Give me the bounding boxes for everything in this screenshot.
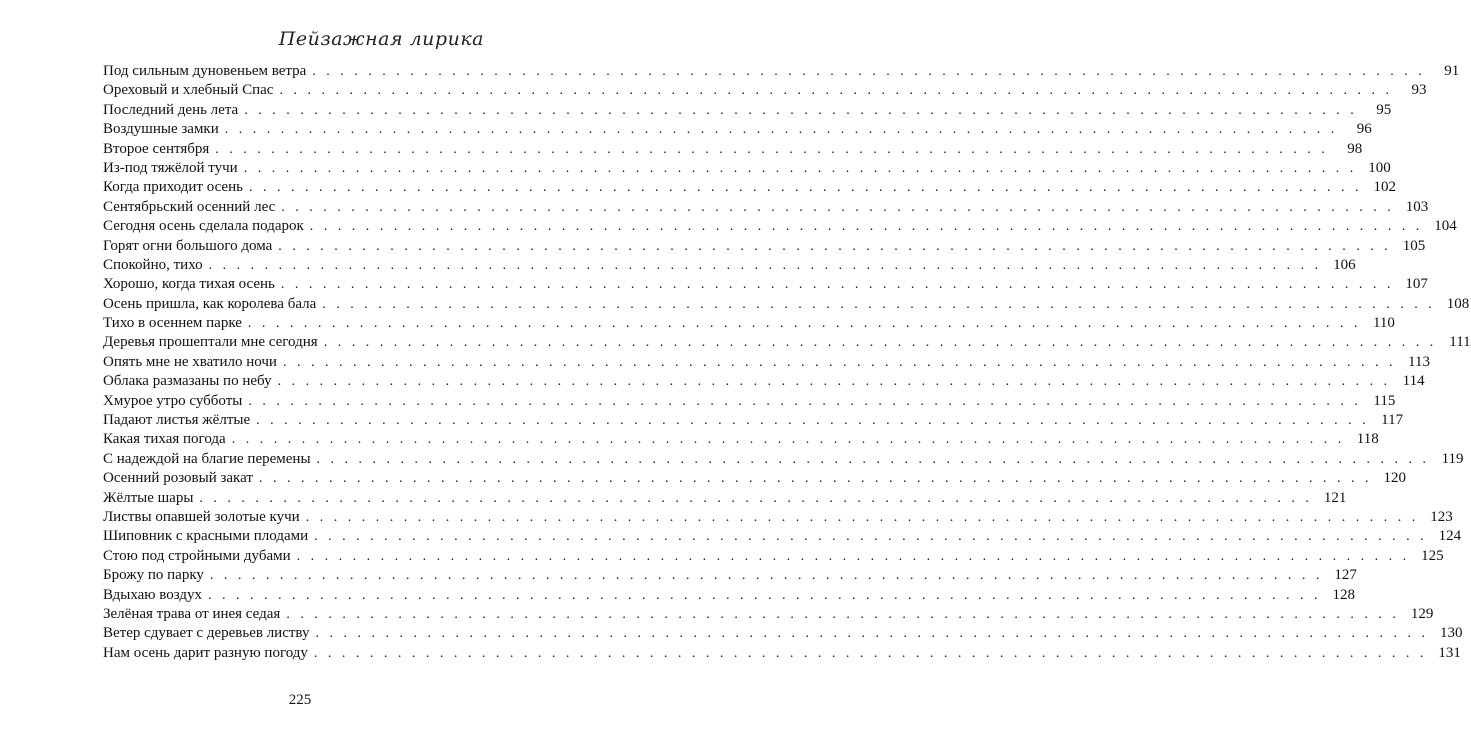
toc-entry-title: С надеждой на благие перемены [103, 450, 311, 467]
toc-entry-page: 128 [1332, 586, 1356, 603]
toc-entry-title: Облака размазаны по небу [103, 373, 272, 390]
toc-entry-title: Сегодня осень сделала подарок [103, 218, 304, 235]
toc-entry-page: 105 [1402, 237, 1426, 254]
toc-entry-page: 121 [1323, 489, 1347, 506]
page-number: 225 [288, 692, 312, 708]
dot-leader: . . . . . . . . . . . . . . . . . . . . . . . . . . . . . . . . . . . . . . . . . . . . . . . . . . . . . . . . . . . . . . . . . . . . . . . . . . . . . . . . [248, 180, 1362, 196]
toc-entry [103, 256, 1356, 275]
toc-entry-page: 115 [1373, 392, 1396, 409]
toc-entry-title: Тихо в осеннем парке [103, 315, 242, 332]
toc-entry-page: 98 [1347, 140, 1363, 157]
toc-entry [103, 430, 1379, 449]
toc-entry [103, 469, 1406, 488]
dot-leader: . . . . . . . . . . . . . . . . . . . . . . . . . . . . . . . . . . . . . . . . . . . . . . . . . . . . . . . . . . . . . . . . . . . . . . . . . . . . . . . . [286, 606, 1400, 622]
toc-entry [103, 527, 1462, 546]
dot-leader: . . . . . . . . . . . . . . . . . . . . . . . . . . . . . . . . . . . . . . . . . . . . . . . . . . . . . . . . . . . . . . . . . . . . . . . . . . . . . . . . [258, 471, 1372, 487]
dot-leader: . . . . . . . . . . . . . . . . . . . . . . . . . . . . . . . . . . . . . . . . . . . . . . . . . . . . . . . . . . . . . . . . . . . . . . . . . . . . . . . . [312, 64, 1426, 79]
toc-entry [103, 237, 1426, 256]
toc-entry [103, 489, 1347, 508]
toc-entry-page: 110 [1372, 315, 1395, 332]
dot-leader: . . . . . . . . . . . . . . . . . . . . . . . . . . . . . . . . . . . . . . . . . . . . . . . . . . . . . . . . . . . . . . . . . . . . . . . . . . . . . . . . [277, 374, 1391, 390]
toc-entry-page: 113 [1408, 353, 1430, 370]
toc-entry-page: 114 [1402, 373, 1425, 390]
toc-entry-title: Листвы опавшей золотые кучи [103, 508, 300, 525]
toc-entry [103, 198, 1429, 217]
toc-entry-page: 131 [1438, 644, 1461, 661]
toc-entry-title: Второе сентября [103, 140, 210, 157]
toc-entry-title: Горят огни большого дома [103, 237, 273, 254]
toc-entry [103, 81, 1427, 100]
toc-entry-title: Осень пришла, как королева бала [103, 295, 317, 312]
dot-leader: . . . . . . . . . . . . . . . . . . . . . . . . . . . . . . . . . . . . . . . . . . . . . . . . . . . . . . . . . . . . . . . . . . . . . . . . . . . . . . . . [248, 393, 1362, 409]
toc-entry-page: 129 [1410, 605, 1434, 622]
toc-entry-page: 103 [1405, 198, 1429, 215]
toc-entry [103, 508, 1453, 527]
toc-entry [103, 566, 1357, 585]
dot-leader: . . . . . . . . . . . . . . . . . . . . . . . . . . . . . . . . . . . . . . . . . . . . . . . . . . . . . . . . . . . . . . . . . . . . . . . . . . . . . . . . [247, 316, 1361, 332]
toc-entry-page: 127 [1334, 567, 1357, 584]
table-of-contents [103, 62, 1471, 663]
toc-entry-title: Сентябрьский осенний лес [103, 198, 276, 215]
dot-leader: . . . . . . . . . . . . . . . . . . . . . . . . . . . . . . . . . . . . . . . . . . . . . . . . . . . . . . . . . . . . . . . . . . . . . . . . . . . . . . . . [278, 238, 1392, 254]
toc-entry-title: Деревья прошептали мне сегодня [103, 334, 318, 351]
toc-entry-title: Брожу по парку [103, 567, 204, 584]
toc-entry [103, 140, 1363, 159]
dot-leader: . . . . . . . . . . . . . . . . . . . . . . . . . . . . . . . . . . . . . . . . . . . . . . . . . . . . . . . . . . . . . . . . . . . . . . . . . . . . . . . . [305, 509, 1419, 525]
toc-entry-page: 106 [1333, 256, 1356, 273]
dot-leader: . . . . . . . . . . . . . . . . . . . . . . . . . . . . . . . . . . . . . . . . . . . . . . . . . . . . . . . . . . . . . . . . . . . . . . . . . . . . . . . . [199, 490, 1313, 506]
dot-leader: . . . . . . . . . . . . . . . . . . . . . . . . . . . . . . . . . . . . . . . . . . . . . . . . . . . . . . . . . . . . . . . . . . . . . . . . . . . . . . . . [281, 199, 1395, 215]
toc-entry [103, 178, 1396, 197]
toc-entry-title: Под сильным дуновеньем ветра [103, 63, 307, 79]
toc-entry-page: 117 [1381, 412, 1404, 429]
dot-leader: . . . . . . . . . . . . . . . . . . . . . . . . . . . . . . . . . . . . . . . . . . . . . . . . . . . . . . . . . . . . . . . . . . . . . . . . . . . . . . . . [243, 160, 1357, 176]
dot-leader: . . . . . . . . . . . . . . . . . . . . . . . . . . . . . . . . . . . . . . . . . . . . . . . . . . . . . . . . . . . . . . . . . . . . . . . . . . . . . . . . [322, 296, 1436, 312]
toc-entry [103, 295, 1470, 314]
toc-entry-page: 95 [1376, 101, 1392, 118]
toc-entry-page: 93 [1411, 82, 1427, 99]
dot-leader: . . . . . . . . . . . . . . . . . . . . . . . . . . . . . . . . . . . . . . . . . . . . . . . . . . . . . . . . . . . . . . . . . . . . . . . . . . . . . . . . [280, 277, 1394, 293]
dot-leader: . . . . . . . . . . . . . . . . . . . . . . . . . . . . . . . . . . . . . . . . . . . . . . . . . . . . . . . . . . . . . . . . . . . . . . . . . . . . . . . . [231, 432, 1345, 448]
toc-entry-title: Ореховый и хлебный Спас [103, 82, 274, 99]
dot-leader: . . . . . . . . . . . . . . . . . . . . . . . . . . . . . . . . . . . . . . . . . . . . . . . . . . . . . . . . . . . . . . . . . . . . . . . . . . . . . . . . [209, 568, 1323, 584]
dot-leader: . . . . . . . . . . . . . . . . . . . . . . . . . . . . . . . . . . . . . . . . . . . . . . . . . . . . . . . . . . . . . . . . . . . . . . . . . . . . . . . . [314, 529, 1428, 545]
toc-entry-title: Когда приходит осень [103, 179, 243, 196]
dot-leader: . . . . . . . . . . . . . . . . . . . . . . . . . . . . . . . . . . . . . . . . . . . . . . . . . . . . . . . . . . . . . . . . . . . . . . . . . . . . . . . . [224, 122, 1338, 138]
toc-entry-page: 123 [1430, 508, 1453, 525]
toc-entry [103, 624, 1463, 643]
toc-entry [103, 217, 1457, 236]
toc-entry-title: Какая тихая погода [103, 431, 226, 448]
toc-entry [103, 159, 1391, 178]
toc-entry [103, 547, 1444, 566]
toc-entry-page: 108 [1446, 295, 1470, 312]
toc-entry [103, 586, 1356, 605]
toc-entry [103, 101, 1392, 120]
toc-entry [103, 605, 1434, 624]
toc-entry-page: 111 [1449, 334, 1471, 351]
toc-entry-title: Падают листья жёлтые [103, 412, 251, 429]
dot-leader: . . . . . . . . . . . . . . . . . . . . . . . . . . . . . . . . . . . . . . . . . . . . . . . . . . . . . . . . . . . . . . . . . . . . . . . . . . . . . . . . [208, 587, 1322, 603]
dot-leader: . . . . . . . . . . . . . . . . . . . . . . . . . . . . . . . . . . . . . . . . . . . . . . . . . . . . . . . . . . . . . . . . . . . . . . . . . . . . . . . . [296, 548, 1410, 564]
toc-entry [103, 353, 1430, 372]
dot-leader: . . . . . . . . . . . . . . . . . . . . . . . . . . . . . . . . . . . . . . . . . . . . . . . . . . . . . . . . . . . . . . . . . . . . . . . . . . . . . . . . [215, 141, 1329, 157]
toc-entry-page: 118 [1356, 431, 1379, 448]
toc-entry [103, 314, 1395, 333]
dot-leader: . . . . . . . . . . . . . . . . . . . . . . . . . . . . . . . . . . . . . . . . . . . . . . . . . . . . . . . . . . . . . . . . . . . . . . . . . . . . . . . . [323, 335, 1437, 351]
toc-entry-title: Стою под стройными дубами [103, 547, 291, 564]
dot-leader: . . . . . . . . . . . . . . . . . . . . . . . . . . . . . . . . . . . . . . . . . . . . . . . . . . . . . . . . . . . . . . . . . . . . . . . . . . . . . . . . [316, 451, 1430, 467]
toc-entry-title: Из-под тяжёлой тучи [103, 159, 238, 176]
dot-leader: . . . . . . . . . . . . . . . . . . . . . . . . . . . . . . . . . . . . . . . . . . . . . . . . . . . . . . . . . . . . . . . . . . . . . . . . . . . . . . . . [244, 102, 1358, 118]
toc-entry-page: 130 [1439, 625, 1463, 642]
toc-entry-title: Спокойно, тихо [103, 256, 203, 273]
toc-entry-title: Зелёная трава от инея седая [103, 605, 281, 622]
toc-entry-page: 96 [1356, 121, 1372, 138]
toc-entry-page: 120 [1383, 470, 1406, 487]
toc-entry [103, 450, 1464, 469]
toc-entry-page: 124 [1438, 528, 1462, 545]
toc-entry-title: Нам осень дарит разную погоду [103, 644, 308, 661]
toc-entry-title: Осенний розовый закат [103, 470, 253, 487]
toc-entry-title: Жёлтые шары [103, 489, 194, 506]
dot-leader: . . . . . . . . . . . . . . . . . . . . . . . . . . . . . . . . . . . . . . . . . . . . . . . . . . . . . . . . . . . . . . . . . . . . . . . . . . . . . . . . [309, 219, 1423, 235]
toc-entry-title: Хмурое утро субботы [103, 392, 243, 409]
running-head: Пейзажная лирика [278, 28, 484, 50]
toc-entry [103, 275, 1428, 294]
toc-entry [103, 372, 1425, 391]
toc-entry-page: 102 [1373, 179, 1396, 196]
toc-entry-title: Опять мне не хватило ночи [103, 353, 277, 370]
toc-entry-title: Шиповник с красными плодами [103, 528, 309, 545]
toc-entry [103, 411, 1404, 430]
toc-entry-title: Хорошо, когда тихая осень [103, 276, 275, 293]
toc-entry-page: 125 [1421, 547, 1444, 564]
toc-entry-page: 107 [1405, 276, 1428, 293]
toc-entry-page: 91 [1444, 63, 1460, 79]
toc-entry-title: Вдыхаю воздух [103, 586, 203, 603]
dot-leader: . . . . . . . . . . . . . . . . . . . . . . . . . . . . . . . . . . . . . . . . . . . . . . . . . . . . . . . . . . . . . . . . . . . . . . . . . . . . . . . . [256, 413, 1370, 429]
toc-entry-page: 104 [1434, 218, 1457, 235]
toc-entry-page: 119 [1441, 450, 1464, 467]
toc-entry [103, 333, 1471, 352]
toc-entry [103, 392, 1396, 411]
toc-entry-title: Последний день лета [103, 101, 239, 118]
toc-entry [103, 644, 1461, 663]
dot-leader: . . . . . . . . . . . . . . . . . . . . . . . . . . . . . . . . . . . . . . . . . . . . . . . . . . . . . . . . . . . . . . . . . . . . . . . . . . . . . . . . [315, 626, 1429, 642]
toc-entry [103, 62, 1460, 81]
dot-leader: . . . . . . . . . . . . . . . . . . . . . . . . . . . . . . . . . . . . . . . . . . . . . . . . . . . . . . . . . . . . . . . . . . . . . . . . . . . . . . . . [313, 645, 1427, 661]
dot-leader: . . . . . . . . . . . . . . . . . . . . . . . . . . . . . . . . . . . . . . . . . . . . . . . . . . . . . . . . . . . . . . . . . . . . . . . . . . . . . . . . [282, 354, 1396, 370]
toc-entry [103, 120, 1372, 139]
toc-entry-title: Ветер сдувает с деревьев листву [103, 625, 310, 642]
dot-leader: . . . . . . . . . . . . . . . . . . . . . . . . . . . . . . . . . . . . . . . . . . . . . . . . . . . . . . . . . . . . . . . . . . . . . . . . . . . . . . . . [279, 83, 1393, 99]
toc-entry-page: 100 [1368, 159, 1391, 176]
dot-leader: . . . . . . . . . . . . . . . . . . . . . . . . . . . . . . . . . . . . . . . . . . . . . . . . . . . . . . . . . . . . . . . . . . . . . . . . . . . . . . . . [208, 257, 1322, 273]
toc-entry-title: Воздушные замки [103, 121, 219, 138]
